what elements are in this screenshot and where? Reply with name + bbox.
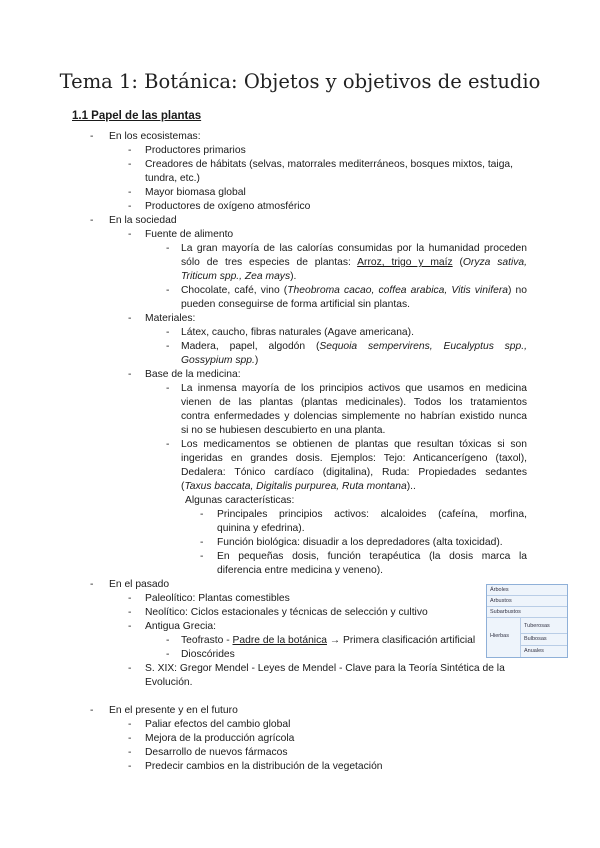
table-row: Arbustos [487, 596, 567, 607]
past-heading: En el pasado [109, 579, 170, 590]
bullet: - [128, 313, 132, 324]
page-title: Tema 1: Botánica: Objetos y objetivos de estudio [59, 70, 541, 93]
list-item: Paliar efectos del cambio global [145, 719, 291, 730]
characteristics-heading: Algunas características: [185, 495, 295, 506]
paragraph-line [181, 284, 527, 298]
text: Chocolate, café, vino ( [181, 285, 288, 296]
bullet: - [166, 439, 170, 450]
paragraph-line: diferencia entre medicina y veneno). [217, 565, 383, 576]
bullet: - [128, 201, 132, 212]
list-item-cont: tundra, etc.) [145, 173, 200, 184]
italic-text: Sequoia sempervirens, Eucalyptus spp., [319, 341, 527, 352]
paragraph-line [181, 270, 296, 284]
table-cell: Hierbas [490, 633, 509, 639]
bullet: - [200, 551, 204, 562]
paragraph-line [181, 480, 416, 494]
list-item: Creadores de hábitats (selvas, matorrales mediterráneos, bosques mixtos, taiga, [145, 159, 514, 170]
list-item: Productores primarios [145, 145, 246, 156]
list-item: Mejora de la producción agrícola [145, 733, 295, 744]
list-item: Desarrollo de nuevos fármacos [145, 747, 288, 758]
paragraph-line: En pequeñas dosis, función terapéutica (la dosis marca la [217, 551, 527, 562]
paragraph-line: ingeridas en grandes dosis. Ejemplos: Tejo: Anticancerígeno (taxol), [181, 453, 527, 464]
bullet: - [128, 761, 132, 772]
bullet: - [128, 719, 132, 730]
italic-text: Oryza sativa, [462, 257, 527, 268]
underlined-text: Arroz, trigo y maíz [357, 257, 453, 268]
medicine-heading: Base de la medicina: [145, 369, 241, 380]
table-cell: Anuales [524, 648, 544, 654]
italic-text: Taxus baccata, Digitalis purpurea, Ruta montana [184, 481, 407, 492]
paragraph-line [181, 354, 258, 368]
bullet: - [90, 705, 94, 716]
bullet: - [128, 593, 132, 604]
bullet: - [166, 383, 170, 394]
paragraph-line: pueden conseguirse de forma artificial sin plantas. [181, 299, 410, 310]
bullet: - [166, 341, 170, 352]
list-item: Antigua Grecia: [145, 621, 216, 632]
paragraph-line: Los medicamentos se obtienen de plantas que resultan tóxicas si son [181, 439, 527, 450]
list-item: Neolítico: Ciclos estacionales y técnicas de selección y cultivo [145, 607, 428, 618]
paragraph-line: Dedalera: Tónico cardíaco (digitalina), Ruda: Propiedades sedantes [181, 467, 527, 478]
table-cell: Tuberosas [524, 623, 550, 629]
bullet: - [200, 509, 204, 520]
italic-text: Gossypium spp. [181, 355, 255, 366]
bullet: - [128, 159, 132, 170]
list-item: Predecir cambios en la distribución de la vegetación [145, 761, 383, 772]
bullet: - [166, 649, 170, 660]
italic-text: Triticum spp., Zea mays [181, 271, 291, 282]
table-cell: Bulbosas [524, 636, 547, 642]
paragraph-line: La inmensa mayoría de los principios activos que usamos en medicina [181, 383, 527, 394]
paragraph-line: contra enfermedades y dolencias simplemente no habrían existido nunca [181, 411, 527, 422]
text: ).. [406, 481, 416, 492]
bullet: - [90, 131, 94, 142]
bullet: - [166, 327, 170, 338]
bullet: - [128, 621, 132, 632]
eco-heading: En los ecosistemas: [109, 131, 201, 142]
paragraph-line: Látex, caucho, fibras naturales (Agave americana). [181, 327, 414, 338]
paragraph-line: quinina y efedrina). [217, 523, 305, 534]
future-heading: En el presente y en el futuro [109, 705, 238, 716]
text: ). [290, 271, 297, 282]
bullet: - [128, 607, 132, 618]
bullet: - [128, 145, 132, 156]
text: Madera, papel, algodón ( [181, 341, 320, 352]
underlined-text: Padre de la botánica [232, 635, 327, 646]
text: ) no [507, 285, 527, 296]
list-item: Dioscórides [181, 649, 235, 660]
materials-heading: Materiales: [145, 313, 196, 324]
paragraph-line: si no se hubiesen descubierto en una planta. [181, 425, 386, 436]
list-item: S. XIX: Gregor Mendel - Leyes de Mendel - Clave para la Teoría Sintética de la [145, 663, 505, 674]
bullet: - [166, 635, 170, 646]
list-item: Paleolítico: Plantas comestibles [145, 593, 290, 604]
bullet: - [200, 537, 204, 548]
soc-heading: En la sociedad [109, 215, 177, 226]
bullet: - [128, 229, 132, 240]
table-row: Árboles [487, 585, 567, 596]
bullet: - [128, 187, 132, 198]
paragraph-line: Función biológica: disuadir a los depredadores (alta toxicidad). [217, 537, 503, 548]
bullet: - [128, 663, 132, 674]
text: sólo de tres especies de plantas: [181, 257, 358, 268]
paragraph-line [181, 256, 527, 270]
list-item [181, 634, 475, 648]
paragraph-line: vienen de las plantas (plantas medicinales). Todos los tratamientos [181, 397, 527, 408]
bullet: - [128, 747, 132, 758]
bullet: - [166, 285, 170, 296]
text: → Primera clasificación artificial [326, 635, 476, 646]
text: Teofrasto - [181, 635, 233, 646]
plant-types-table [486, 584, 568, 658]
paragraph-line: Principales principios activos: alcaloides (cafeína, morfina, [217, 509, 527, 520]
italic-text: Theobroma cacao, coffea arabica, Vitis vinifera [287, 285, 508, 296]
table-row: Subarbustos [487, 607, 567, 618]
paragraph-line [181, 340, 527, 354]
food-heading: Fuente de alimento [145, 229, 234, 240]
text: ( [452, 257, 463, 268]
bullet: - [90, 579, 94, 590]
paragraph-line: La gran mayoría de las calorías consumidas por la humanidad proceden [181, 243, 527, 254]
list-item: Mayor biomasa global [145, 187, 246, 198]
list-item: Productores de oxígeno atmosférico [145, 201, 311, 212]
bullet: - [128, 733, 132, 744]
list-item-cont: Evolución. [145, 677, 193, 688]
section-heading: 1.1 Papel de las plantas [72, 110, 202, 122]
bullet: - [128, 369, 132, 380]
bullet: - [166, 243, 170, 254]
text: ( [181, 481, 185, 492]
text: ) [254, 355, 259, 366]
bullet: - [90, 215, 94, 226]
